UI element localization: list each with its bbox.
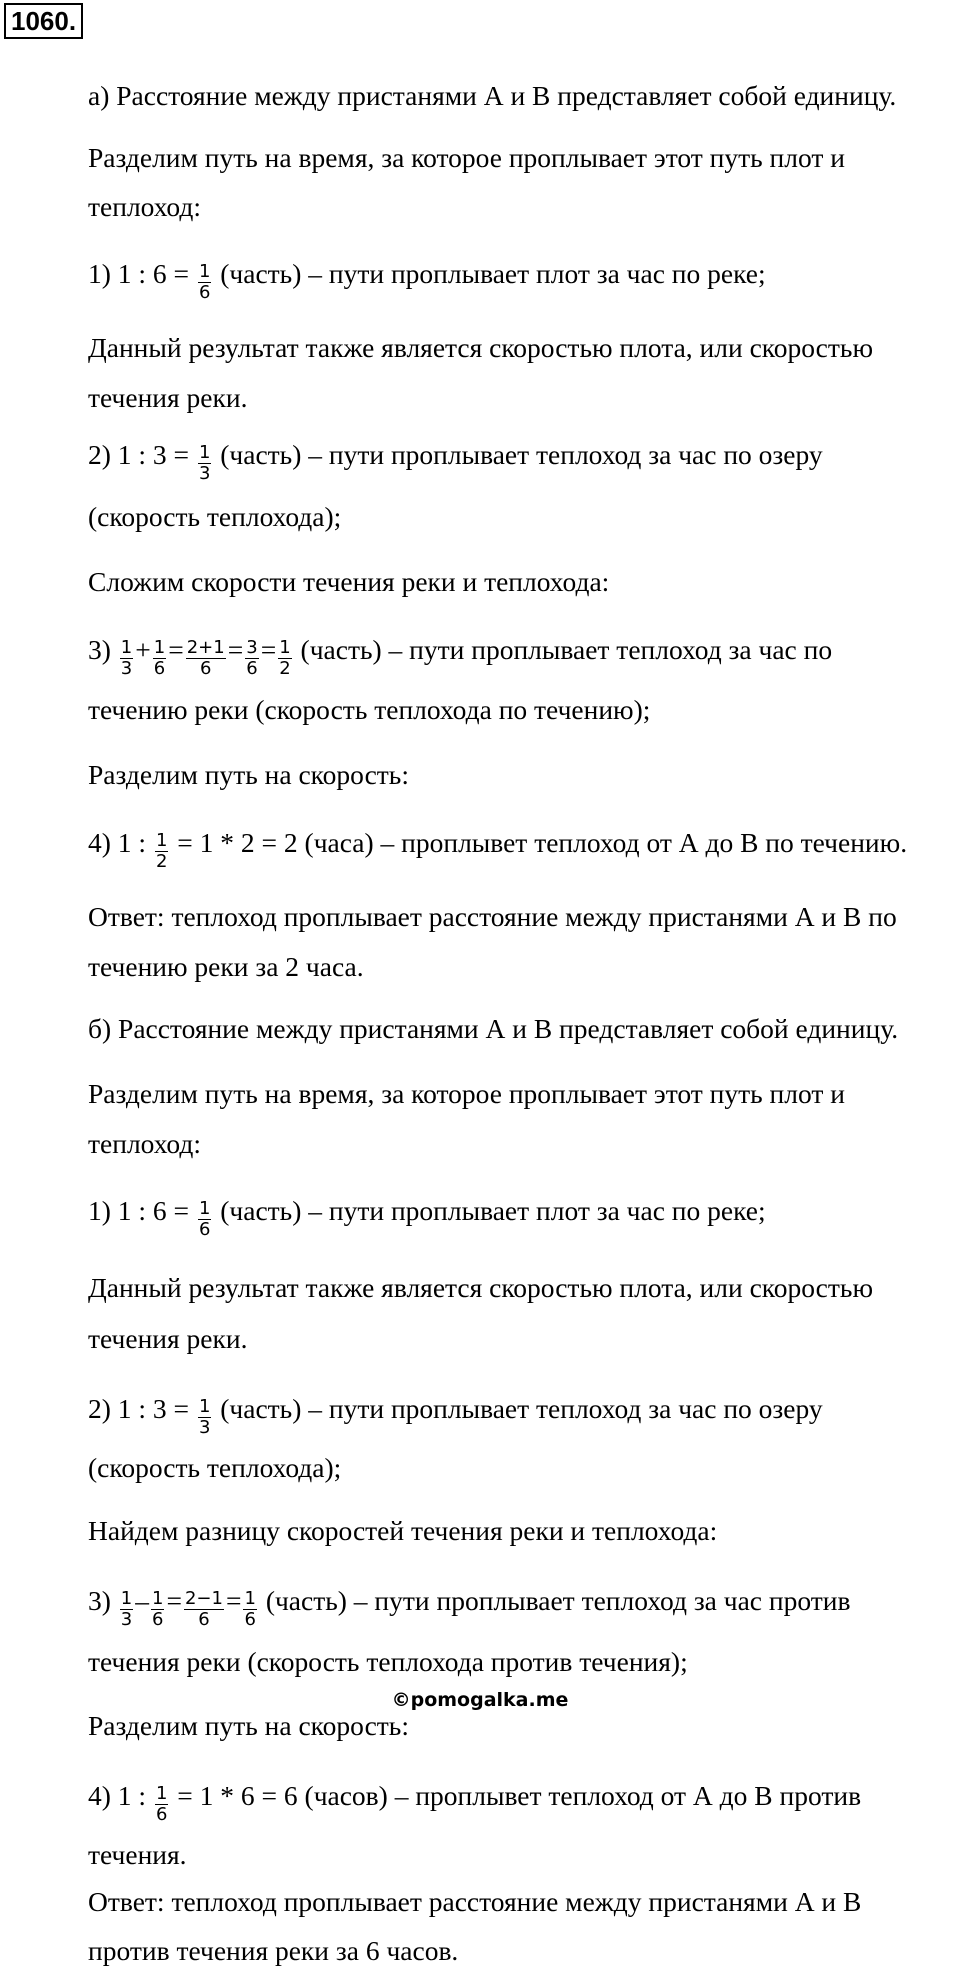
fraction (198, 1199, 211, 1240)
part-a-divide-time-line-2: теплоход: (88, 191, 202, 222)
part-b-step-3 (88, 1583, 851, 1630)
part-a-answer-line-1: Ответ: теплоход проплывает расстояние между пристанями А и В по (88, 901, 897, 932)
part-a-note-line-1: Данный результат также является скоростью плота, или скоростью (88, 332, 873, 363)
part-a-step-2 (88, 437, 823, 484)
step-suffix: = 1 * 2 = 2 (часа) – проплывет теплоход от А до В по течению. (177, 826, 908, 858)
fraction-numerator: 2−1 (184, 1588, 223, 1609)
fraction (243, 1589, 256, 1630)
part-a-intro: а) Расстояние между пристанями А и В представляет собой единицу. (88, 80, 897, 111)
fraction-numerator: 1 (198, 1198, 211, 1219)
part-b-step-1 (88, 1193, 766, 1240)
step-prefix: 3) (88, 1584, 111, 1616)
fraction-denominator: 3 (198, 463, 211, 484)
part-b-divide-speed: Разделим путь на скорость: (88, 1710, 409, 1741)
fraction-denominator: 3 (198, 1417, 211, 1438)
part-a-step-3 (88, 632, 833, 679)
step-suffix: (часть) – пути проплывает теплоход за час против (265, 1584, 851, 1616)
step-prefix: 3) (88, 633, 111, 665)
fraction-numerator: 1 (244, 1588, 256, 1609)
step-prefix: 1) 1 : 6 = (88, 1194, 190, 1226)
part-b-answer-line-1: Ответ: теплоход проплывает расстояние между пристанями А и В (88, 1886, 862, 1917)
part-b-diff-speeds: Найдем разницу скоростей течения реки и теплохода: (88, 1515, 718, 1546)
part-b-step-4 (88, 1778, 862, 1825)
part-a-divide-time-line-1: Разделим путь на время, за которое проплывает этот путь плот и (88, 142, 845, 173)
fraction-numerator: 1 (155, 830, 168, 851)
fraction-denominator: 6 (153, 658, 166, 679)
part-b-step-4-continuation: течения. (88, 1839, 187, 1870)
part-b-step-2 (88, 1391, 823, 1438)
fraction (155, 831, 168, 872)
fraction-denominator: 3 (120, 658, 133, 679)
fraction (155, 1784, 168, 1825)
step-prefix: 2) 1 : 3 = (88, 1392, 190, 1424)
part-b-step-3-continuation: течения реки (скорость теплохода против течения); (88, 1646, 688, 1677)
fraction-numerator: 1 (155, 1783, 168, 1804)
step-prefix: 4) 1 : (88, 826, 147, 858)
fraction-denominator: 3 (120, 1609, 133, 1630)
step-suffix: (часть) – пути проплывает плот за час по реке; (220, 257, 766, 289)
fraction-numerator: 1 (152, 1588, 164, 1609)
part-b-divide-time-line-1: Разделим путь на время, за которое проплывает этот путь плот и (88, 1078, 845, 1109)
fraction (153, 638, 166, 679)
fraction (198, 262, 211, 303)
fraction-denominator: 6 (198, 282, 211, 303)
part-b-step-2-continuation: (скорость теплохода); (88, 1452, 342, 1483)
operator: – (135, 1584, 149, 1616)
step-prefix: 1) 1 : 6 = (88, 257, 190, 289)
equals-sign: = (225, 1584, 242, 1616)
fraction-numerator: 1 (279, 637, 291, 658)
part-a-step-1 (88, 256, 766, 303)
part-a-note-line-2: течения реки. (88, 382, 248, 413)
part-a-step-3-continuation: течению реки (скорость теплохода по течению); (88, 694, 651, 725)
fraction (198, 1397, 211, 1438)
fraction-denominator: 6 (186, 658, 226, 679)
fraction-denominator: 6 (152, 1609, 164, 1630)
fraction (186, 638, 226, 679)
fraction (120, 638, 133, 679)
step-suffix: (часть) – пути проплывает теплоход за час по (300, 633, 833, 665)
part-a-add-speeds: Сложим скорости течения реки и теплохода: (88, 566, 610, 597)
part-b-answer-line-2: против течения реки за 6 часов. (88, 1935, 459, 1966)
fraction-numerator: 1 (198, 1396, 211, 1417)
part-a-divide-speed: Разделим путь на скорость: (88, 759, 409, 790)
fraction-denominator: 6 (244, 1609, 256, 1630)
fraction (245, 638, 258, 679)
fraction-denominator: 6 (155, 1804, 168, 1825)
equals-sign: = (227, 633, 244, 665)
part-b-note-line-1: Данный результат также является скоростью плота, или скоростью (88, 1272, 873, 1303)
part-a-answer-line-2: течению реки за 2 часа. (88, 951, 364, 982)
fraction-denominator: 2 (155, 851, 168, 872)
fraction-numerator: 3 (246, 637, 258, 658)
fraction-denominator: 2 (279, 658, 291, 679)
fraction-numerator: 1 (120, 637, 133, 658)
step-prefix: 4) 1 : (88, 1779, 147, 1811)
equals-sign: = (260, 633, 277, 665)
fraction-denominator: 6 (246, 658, 258, 679)
equals-sign: = (166, 1584, 182, 1616)
step-suffix: = 1 * 6 = 6 (часов) – проплывет теплоход от А до В против (177, 1779, 862, 1811)
step-prefix: 2) 1 : 3 = (88, 438, 190, 470)
part-b-note-line-2: течения реки. (88, 1323, 248, 1354)
part-b-intro: б) Расстояние между пристанями А и В представляет собой единицу. (88, 1013, 899, 1044)
step-suffix: (часть) – пути проплывает плот за час по реке; (220, 1194, 766, 1226)
fraction (151, 1589, 164, 1630)
part-a-step-2-continuation: (скорость теплохода); (88, 501, 342, 532)
fraction-denominator: 6 (184, 1609, 224, 1630)
fraction-numerator: 2+1 (186, 637, 225, 658)
part-b-divide-time-line-2: теплоход: (88, 1128, 202, 1159)
fraction-numerator: 1 (198, 442, 211, 463)
fraction-denominator: 6 (198, 1219, 211, 1240)
equals-sign: = (168, 633, 184, 665)
fraction-numerator: 1 (153, 637, 166, 658)
part-a-step-4 (88, 825, 908, 872)
fraction (198, 443, 211, 484)
step-suffix: (часть) – пути проплывает теплоход за час по озеру (220, 1392, 823, 1424)
fraction-numerator: 1 (198, 261, 211, 282)
operator: + (135, 633, 151, 665)
problem-number: 1060. (4, 3, 83, 39)
fraction (184, 1589, 224, 1630)
watermark: ©pomogalka.me (391, 1689, 569, 1711)
step-suffix: (часть) – пути проплывает теплоход за час по озеру (220, 438, 823, 470)
fraction-numerator: 1 (120, 1588, 133, 1609)
fraction (120, 1589, 133, 1630)
fraction (278, 638, 291, 679)
